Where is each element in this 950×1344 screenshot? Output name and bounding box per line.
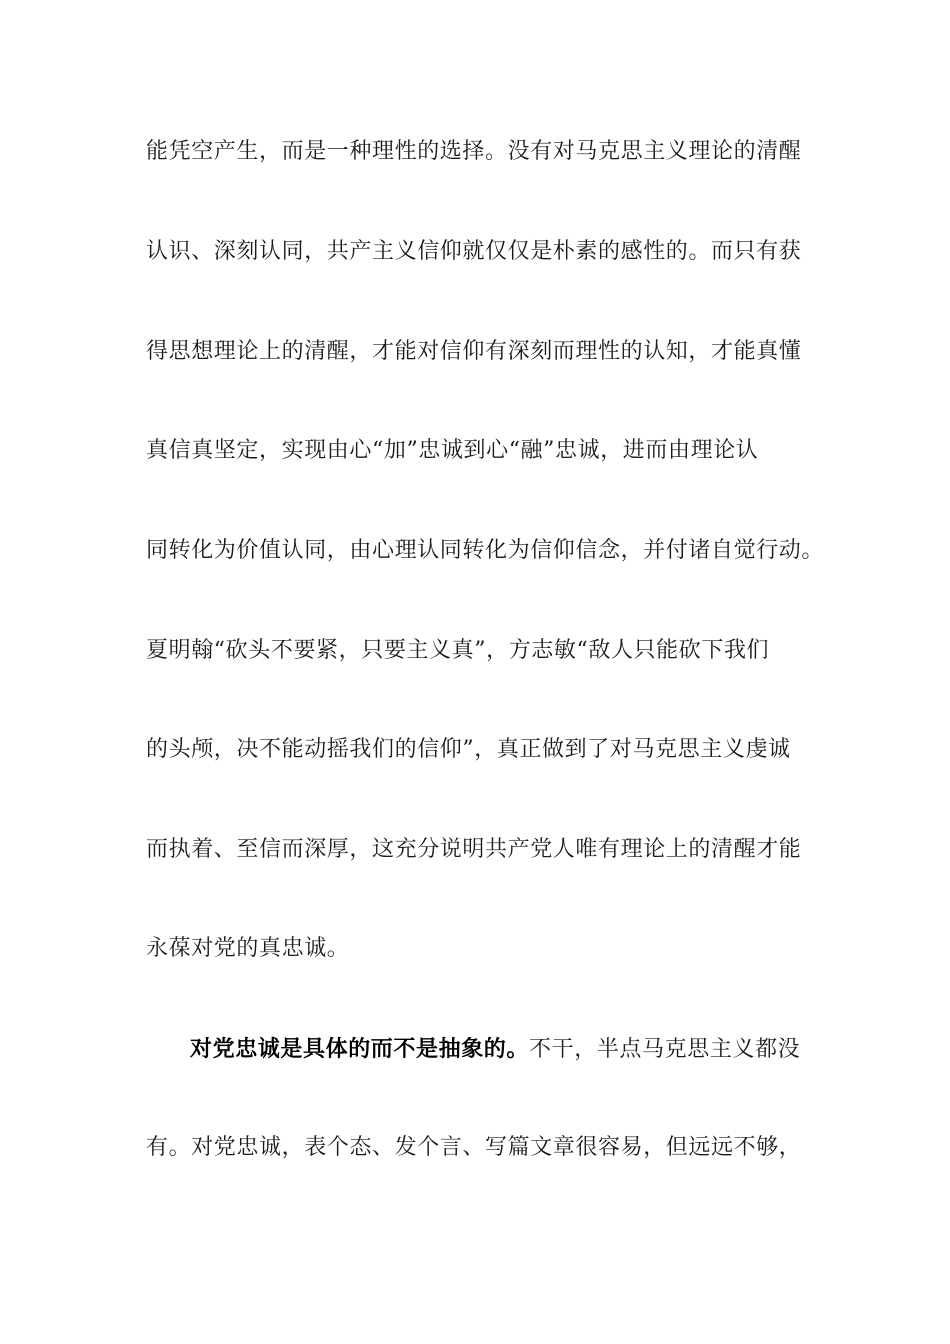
text-line-9: 永葆对党的真忠诚。 [146,936,350,961]
text-line-7: 的头颅，决不能动摇我们的信仰”，真正做到了对马克思主义虔诚 [146,737,791,762]
text-line-5: 同转化为价值认同，由心理认同转化为信仰信念，并付诸自觉行动。 [146,538,825,563]
text-line-1: 能凭空产生，而是一种理性的选择。没有对马克思主义理论的清醒 [146,139,802,164]
text-line-6: 夏明翰“砍头不要紧，只要主义真”，方志敏“敌人只能砍下我们 [146,638,770,663]
text-line-3: 得思想理论上的清醒，才能对信仰有深刻而理性的认知，才能真懂 [146,339,802,364]
paragraph-2-bold-lead: 对党忠诚是具体的而不是抽象的。 [190,1036,530,1062]
paragraph-2-line-1 [190,1034,850,1064]
paragraph-2-rest: 不干，半点马克思主义都没 [529,1037,801,1062]
text-line-8: 而执着、至信而深厚，这充分说明共产党人唯有理论上的清醒才能 [146,837,802,862]
text-line-4: 真信真坚定，实现由心“加”忠诚到心“融”忠诚，进而由理论认 [146,438,759,463]
text-line-2: 认识、深刻认同，共产主义信仰就仅仅是朴素的感性的。而只有获 [146,239,802,264]
paragraph-2-line-2: 有。对党忠诚，表个态、发个言、写篇文章很容易，但远远不够， [146,1135,802,1160]
